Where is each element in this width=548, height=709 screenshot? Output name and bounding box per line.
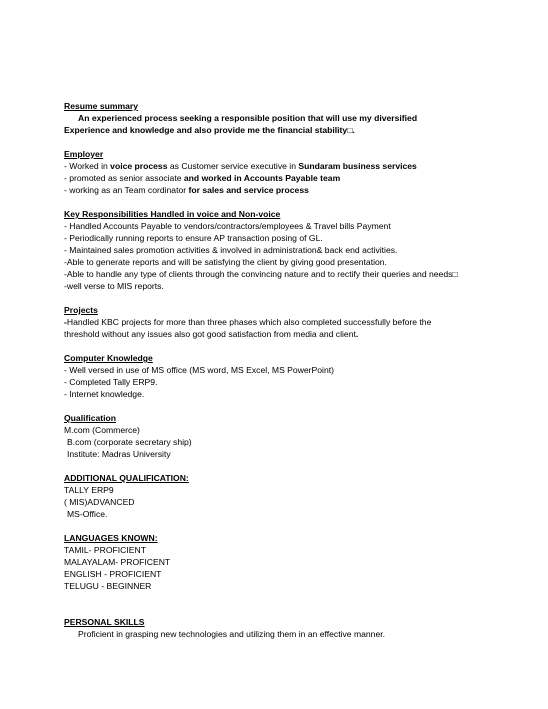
- projects-line-1-text: Handled KBC projects for more than three phases which also completed successfully before the: [66, 317, 432, 327]
- projects-line-2: [64, 328, 504, 340]
- employer-item-1-pre: - Worked in: [64, 161, 111, 171]
- personal-skills-text: Proficient in grasping new technologies and utilizing them in an effective manner.: [78, 629, 386, 639]
- additional-item: ( MIS)ADVANCED: [64, 497, 135, 507]
- responsibility-item: -Able to handle any type of clients through the convincing nature and to rectify their queries and needs□: [64, 269, 458, 279]
- responsibility-item: - Periodically running reports to ensure AP transaction posing of GL.: [64, 233, 323, 243]
- language-item: TAMIL- PROFICIENT: [64, 545, 146, 555]
- employer-item-3: [64, 184, 504, 196]
- responsibility-item: -Able to generate reports and will be satisfying the client by giving good presentation.: [64, 257, 387, 267]
- resume-summary-section: [64, 100, 504, 136]
- projects-line-1: [64, 316, 504, 328]
- projects-line-2-end: .: [355, 329, 359, 339]
- qualification-item: B.com (corporate secretary ship): [67, 437, 192, 447]
- resume-summary-heading: Resume summary: [64, 101, 139, 111]
- projects-dash: -: [64, 317, 67, 327]
- personal-skills-heading: PERSONAL SKILLS: [64, 617, 145, 627]
- language-item: TELUGU - BEGINNER: [64, 581, 152, 591]
- responsibility-item: - Handled Accounts Payable to vendors/contractors/employees & Travel bills Payment: [64, 221, 391, 231]
- employer-section: [64, 148, 504, 196]
- computer-knowledge-section: [64, 352, 504, 400]
- employer-item-2-bold: and worked in Accounts Payable team: [183, 173, 341, 183]
- qualification-item: Institute: Madras University: [67, 449, 171, 459]
- spacer: [64, 604, 504, 616]
- projects-line-2-text: threshold without any issues also got good satisfaction from media and client: [64, 329, 356, 339]
- employer-item-2: [64, 172, 504, 184]
- employer-item-1-mid: as Customer service executive in: [167, 161, 299, 171]
- employer-item-1-bold-1: voice process: [110, 161, 168, 171]
- employer-item-1-bold-2: Sundaram business services: [298, 161, 417, 171]
- projects-heading: Projects: [64, 305, 98, 315]
- languages-heading: LANGUAGES KNOWN:: [64, 533, 158, 543]
- language-item: ENGLISH - PROFICIENT: [64, 569, 162, 579]
- responsibilities-section: [64, 208, 504, 292]
- additional-qualification-section: [64, 472, 504, 520]
- responsibilities-heading: Key Responsibilities Handled in voice and Non-voice: [64, 209, 281, 219]
- resume-page: [64, 100, 504, 652]
- computer-item: - Internet knowledge.: [64, 389, 145, 399]
- language-item: MALAYALAM- PROFICENT: [64, 557, 171, 567]
- personal-skills-section: [64, 616, 504, 640]
- qualification-item: M.com (Commerce): [64, 425, 140, 435]
- summary-line-2: Experience and knowledge and also provide me the financial stability□.: [64, 125, 355, 135]
- qualification-heading: Qualification: [64, 413, 117, 423]
- additional-qualification-heading: ADDITIONAL QUALIFICATION:: [64, 473, 189, 483]
- summary-line-1: An experienced process seeking a responsible position that will use my diversified: [78, 113, 418, 123]
- employer-heading: Employer: [64, 149, 104, 159]
- qualification-section: [64, 412, 504, 460]
- employer-item-1: [64, 160, 504, 172]
- additional-item: TALLY ERP9: [64, 485, 114, 495]
- computer-item: - Completed Tally ERP9.: [64, 377, 158, 387]
- responsibility-item: - Maintained sales promotion activities & involved in administration& back end activities.: [64, 245, 398, 255]
- employer-item-3-pre: - working as an Team cordinator: [64, 185, 189, 195]
- computer-item: - Well versed in use of MS office (MS word, MS Excel, MS PowerPoint): [64, 365, 334, 375]
- computer-knowledge-heading: Computer Knowledge: [64, 353, 153, 363]
- additional-item: MS-Office.: [67, 509, 108, 519]
- languages-section: [64, 532, 504, 592]
- projects-section: [64, 304, 504, 340]
- employer-item-3-bold: for sales and service process: [188, 185, 309, 195]
- responsibility-item: -well verse to MIS reports.: [64, 281, 164, 291]
- employer-item-2-pre: - promoted as senior associate: [64, 173, 184, 183]
